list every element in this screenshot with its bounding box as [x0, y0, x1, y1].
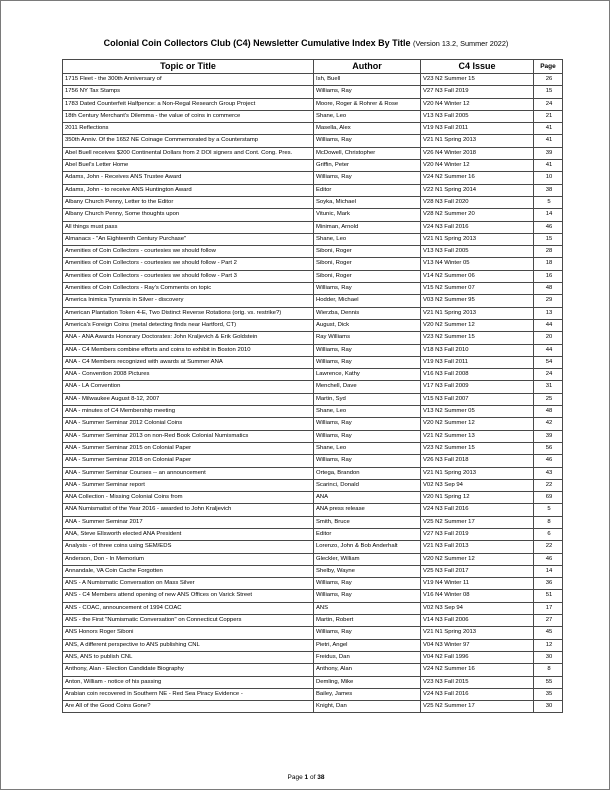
table-row — [63, 307, 563, 319]
cell-page: 25 — [534, 393, 563, 405]
table-row — [63, 651, 563, 663]
cell-author: McDowell, Christopher — [314, 147, 421, 159]
cell-page: 6 — [534, 528, 563, 540]
cell-issue: V26 N3 Fall 2018 — [421, 455, 534, 467]
footer-prefix: Page — [287, 774, 305, 781]
cell-author: Menchell, Dave — [314, 381, 421, 393]
cell-author: Ish, Buell — [314, 74, 421, 86]
cell-author: Soyka, Michael — [314, 196, 421, 208]
cell-page: 22 — [534, 541, 563, 553]
cell-issue: V17 N3 Fall 2009 — [421, 381, 534, 393]
cell-issue: V24 N3 Fall 2016 — [421, 221, 534, 233]
table-row — [63, 676, 563, 688]
cell-issue: V13 N3 Fall 2005 — [421, 246, 534, 258]
cell-author: Williams, Ray — [314, 430, 421, 442]
cell-topic: Amenities of Coin Collectors - courtesies we should follow - Part 3 — [63, 270, 314, 282]
cell-topic: Arabian coin recovered in Southern NE - Red Sea Piracy Evidence - — [63, 688, 314, 700]
table-row — [63, 381, 563, 393]
header-row — [63, 60, 563, 74]
cell-topic: ANA - Summer Seminar Courses -- an announcement — [63, 467, 314, 479]
cell-author: Hodder, Michael — [314, 295, 421, 307]
cell-topic: ANA - Convention 2008 Pictures — [63, 369, 314, 381]
footer-of: of — [308, 774, 318, 781]
cell-issue: V20 N4 Winter 12 — [421, 98, 534, 110]
cell-topic: 1756 NY Tax Stamps — [63, 86, 314, 98]
cell-topic: ANA - ANA Awards Honorary Doctorates: John Kraljevich & Erik Goldstein — [63, 332, 314, 344]
table-row — [63, 319, 563, 331]
table-row — [63, 270, 563, 282]
cell-page: 27 — [534, 615, 563, 627]
index-table — [62, 59, 563, 713]
cell-issue: V18 N3 Fall 2010 — [421, 344, 534, 356]
cell-page: 41 — [534, 123, 563, 135]
cell-page: 35 — [534, 688, 563, 700]
cell-topic: 2011 Reflections — [63, 123, 314, 135]
cell-author: Williams, Ray — [314, 356, 421, 368]
cell-topic: ANA Numismatist of the Year 2016 - awarded to John Kraljevich — [63, 504, 314, 516]
cell-page: 15 — [534, 233, 563, 245]
cell-topic: ANS - A Numismatic Conversation on Mass Silver — [63, 578, 314, 590]
cell-page: 26 — [534, 74, 563, 86]
cell-issue: V19 N3 Fall 2011 — [421, 356, 534, 368]
cell-author: Shane, Leo — [314, 442, 421, 454]
cell-issue: V20 N2 Summer 12 — [421, 418, 534, 430]
cell-author: Martin, Syd — [314, 393, 421, 405]
cell-author: Smith, Bruce — [314, 516, 421, 528]
cell-topic: ANA - LA Convention — [63, 381, 314, 393]
cell-author: Editor — [314, 184, 421, 196]
cell-page: 14 — [534, 209, 563, 221]
cell-issue: V16 N3 Fall 2008 — [421, 369, 534, 381]
table-row — [63, 160, 563, 172]
footer-total-pages: 38 — [317, 774, 325, 781]
cell-topic: America's Foreign Coins (metal detecting finds near Hartford, CT) — [63, 319, 314, 331]
cell-author: ANS — [314, 602, 421, 614]
cell-author: Williams, Ray — [314, 418, 421, 430]
cell-author: Williams, Ray — [314, 86, 421, 98]
cell-author: Siboni, Roger — [314, 246, 421, 258]
cell-author: Williams, Ray — [314, 590, 421, 602]
cell-issue: V25 N2 Summer 17 — [421, 516, 534, 528]
cell-issue: V20 N1 Spring 12 — [421, 492, 534, 504]
table-row — [63, 283, 563, 295]
cell-issue: V03 N2 Summer 95 — [421, 295, 534, 307]
cell-page: 48 — [534, 406, 563, 418]
cell-issue: V16 N4 Winter 08 — [421, 590, 534, 602]
table-row — [63, 258, 563, 270]
cell-author: Lorenzo, John & Bob Anderhalt — [314, 541, 421, 553]
table-row — [63, 504, 563, 516]
cell-issue: V13 N4 Winter 05 — [421, 258, 534, 270]
cell-issue: V23 N2 Summer 15 — [421, 442, 534, 454]
cell-issue: V21 N2 Summer 13 — [421, 430, 534, 442]
cell-issue: V27 N3 Fall 2019 — [421, 528, 534, 540]
cell-issue: V15 N2 Summer 07 — [421, 283, 534, 295]
cell-page: 48 — [534, 283, 563, 295]
cell-issue: V14 N3 Fall 2006 — [421, 615, 534, 627]
cell-topic: 1715 Fleet - the 300th Anniversary of — [63, 74, 314, 86]
cell-page: 38 — [534, 184, 563, 196]
table-row — [63, 98, 563, 110]
cell-issue: V15 N3 Fall 2007 — [421, 393, 534, 405]
cell-page: 8 — [534, 664, 563, 676]
cell-page: 14 — [534, 565, 563, 577]
cell-page: 46 — [534, 221, 563, 233]
table-row — [63, 565, 563, 577]
title-text: Colonial Coin Collectors Club (C4) Newsletter Cumulative Index By Title — [103, 38, 411, 48]
cell-issue: V23 N3 Fall 2015 — [421, 676, 534, 688]
cell-issue: V28 N2 Summer 20 — [421, 209, 534, 221]
table-row — [63, 479, 563, 491]
table-row — [63, 578, 563, 590]
cell-page: 43 — [534, 467, 563, 479]
cell-page: 28 — [534, 246, 563, 258]
cell-author: Shane, Leo — [314, 233, 421, 245]
cell-topic: ANS, ANS to publish CNL — [63, 651, 314, 663]
cell-page: 39 — [534, 147, 563, 159]
table-row — [63, 74, 563, 86]
table-row — [63, 172, 563, 184]
cell-issue: V21 N1 Spring 2013 — [421, 467, 534, 479]
version-text: (Version 13.2, Summer 2022) — [413, 39, 509, 48]
table-row — [63, 393, 563, 405]
table-row — [63, 209, 563, 221]
document-title — [0, 38, 612, 48]
cell-topic: Albany Church Penny, Letter to the Editor — [63, 196, 314, 208]
cell-page: 42 — [534, 418, 563, 430]
cell-topic: Amenities of Coin Collectors - courtesies we should follow — [63, 246, 314, 258]
cell-page: 15 — [534, 86, 563, 98]
cell-topic: Anderson, Don - In Memorium — [63, 553, 314, 565]
cell-topic: 1783 Dated Counterfeit Halfpence: a Non-Regal Research Group Project — [63, 98, 314, 110]
cell-author: Freidus, Dan — [314, 651, 421, 663]
table-row — [63, 233, 563, 245]
table-row — [63, 590, 563, 602]
table-row — [63, 406, 563, 418]
table-row — [63, 369, 563, 381]
table-row — [63, 123, 563, 135]
cell-issue: V28 N3 Fall 2020 — [421, 196, 534, 208]
table-row — [63, 430, 563, 442]
table-row — [63, 332, 563, 344]
cell-issue: V20 N2 Summer 12 — [421, 319, 534, 331]
cell-author: Williams, Ray — [314, 627, 421, 639]
cell-issue: V02 N3 Sep 94 — [421, 602, 534, 614]
table-row — [63, 356, 563, 368]
cell-issue: V25 N3 Fall 2017 — [421, 565, 534, 577]
cell-topic: Annandale, VA Coin Cache Forgotten — [63, 565, 314, 577]
cell-author: Martin, Robert — [314, 615, 421, 627]
cell-topic: Albany Church Penny, Some thoughts upon — [63, 209, 314, 221]
cell-page: 30 — [534, 701, 563, 713]
cell-topic: America Inimica Tyrannis in Silver - discovery — [63, 295, 314, 307]
cell-topic: ANA - C4 Members recognized with awards at Summer ANA — [63, 356, 314, 368]
cell-page: 46 — [534, 553, 563, 565]
table-row — [63, 516, 563, 528]
cell-author: Gleckler, William — [314, 553, 421, 565]
cell-author: Masella, Alex — [314, 123, 421, 135]
cell-author: Williams, Ray — [314, 578, 421, 590]
cell-author: Williams, Ray — [314, 283, 421, 295]
cell-page: 8 — [534, 516, 563, 528]
table-row — [63, 492, 563, 504]
cell-topic: 18th Century Merchant's Dilemma - the value of coins in commerce — [63, 110, 314, 122]
cell-topic: ANA, Steve Ellsworth elected ANA President — [63, 528, 314, 540]
cell-issue: V21 N1 Spring 2013 — [421, 135, 534, 147]
cell-issue: V27 N3 Fall 2019 — [421, 86, 534, 98]
table-row — [63, 701, 563, 713]
cell-topic: ANA - Summer Seminar report — [63, 479, 314, 491]
table-row — [63, 246, 563, 258]
table-row — [63, 627, 563, 639]
cell-author: Knight, Dan — [314, 701, 421, 713]
cell-author: ANA — [314, 492, 421, 504]
cell-author: Editor — [314, 528, 421, 540]
cell-author: August, Dick — [314, 319, 421, 331]
table-row — [63, 688, 563, 700]
table-row — [63, 639, 563, 651]
cell-author: Wierzba, Dennis — [314, 307, 421, 319]
cell-page: 54 — [534, 356, 563, 368]
table-row — [63, 184, 563, 196]
table-row — [63, 86, 563, 98]
cell-page: 44 — [534, 344, 563, 356]
cell-topic: ANS - COAC, announcement of 1994 COAC — [63, 602, 314, 614]
cell-author: Miniman, Arnold — [314, 221, 421, 233]
table-row — [63, 467, 563, 479]
cell-topic: ANA - C4 Members combine efforts and coins to exhibit in Boston 2010 — [63, 344, 314, 356]
cell-issue: V19 N4 Winter 11 — [421, 578, 534, 590]
table-row — [63, 664, 563, 676]
cell-author: Vitunic, Mark — [314, 209, 421, 221]
page-footer — [0, 774, 612, 781]
cell-topic: 350th Anniv. Of the 1652 NE Coinage Commemorated by a Counterstamp — [63, 135, 314, 147]
cell-page: 5 — [534, 196, 563, 208]
cell-page: 13 — [534, 307, 563, 319]
cell-page: 39 — [534, 430, 563, 442]
cell-author: Williams, Ray — [314, 344, 421, 356]
table-row — [63, 110, 563, 122]
cell-topic: Anton, William - notice of his passing — [63, 676, 314, 688]
footer-current-page: 1 — [304, 774, 309, 781]
cell-topic: ANS, A different perspective to ANS publishing CNL — [63, 639, 314, 651]
cell-topic: ANS - the First "Numismatic Conversation" on Connecticut Coppers — [63, 615, 314, 627]
cell-issue: V21 N3 Fall 2013 — [421, 541, 534, 553]
table-row — [63, 602, 563, 614]
cell-author: Shane, Leo — [314, 110, 421, 122]
cell-issue: V20 N2 Summer 12 — [421, 553, 534, 565]
cell-issue: V24 N2 Summer 16 — [421, 664, 534, 676]
cell-issue: V23 N2 Summer 15 — [421, 74, 534, 86]
cell-author: Pietri, Angel — [314, 639, 421, 651]
cell-issue: V13 N2 Summer 05 — [421, 406, 534, 418]
cell-topic: Abel Buel's Letter Home — [63, 160, 314, 172]
cell-page: 5 — [534, 504, 563, 516]
cell-author: Williams, Ray — [314, 172, 421, 184]
cell-author: Anthony, Alan — [314, 664, 421, 676]
cell-author: Lawrence, Kathy — [314, 369, 421, 381]
cell-author: Siboni, Roger — [314, 270, 421, 282]
cell-page: 12 — [534, 639, 563, 651]
cell-page: 10 — [534, 172, 563, 184]
cell-issue: V25 N2 Summer 17 — [421, 701, 534, 713]
table-body — [63, 74, 563, 713]
table-row — [63, 344, 563, 356]
cell-topic: ANA - Summer Seminar 2013 on non-Red Book Colonial Numismatics — [63, 430, 314, 442]
cell-topic: Anthony, Alan - Election Candidate Biography — [63, 664, 314, 676]
cell-topic: Are All of the Good Coins Gone? — [63, 701, 314, 713]
cell-issue: V23 N2 Summer 15 — [421, 332, 534, 344]
cell-topic: Adams, John - to receive ANS Huntington Award — [63, 184, 314, 196]
cell-issue: V14 N2 Summer 06 — [421, 270, 534, 282]
cell-page: 16 — [534, 270, 563, 282]
cell-issue: V20 N4 Winter 12 — [421, 160, 534, 172]
cell-topic: Almanacs - "An Eighteenth Century Purchase" — [63, 233, 314, 245]
cell-author: Scarinci, Donald — [314, 479, 421, 491]
header-topic: Topic or Title — [63, 60, 314, 74]
cell-topic: ANS Honors Roger Siboni — [63, 627, 314, 639]
cell-page: 20 — [534, 332, 563, 344]
cell-topic: Abel Buell receives $200 Continental Dollars from 2 DOI signers and Cont. Cong. Pres. — [63, 147, 314, 159]
cell-page: 17 — [534, 602, 563, 614]
cell-issue: V02 N3 Sep 94 — [421, 479, 534, 491]
cell-issue: V22 N1 Spring 2014 — [421, 184, 534, 196]
cell-page: 56 — [534, 442, 563, 454]
cell-topic: ANA - Summer Seminar 2017 — [63, 516, 314, 528]
cell-author: Siboni, Roger — [314, 258, 421, 270]
cell-page: 41 — [534, 135, 563, 147]
cell-issue: V04 N3 Winter 97 — [421, 639, 534, 651]
table-row — [63, 221, 563, 233]
cell-issue: V13 N3 Fall 2005 — [421, 110, 534, 122]
header-issue: C4 Issue — [421, 60, 534, 74]
cell-topic: Amenities of Coin Collectors - courtesies we should follow - Part 2 — [63, 258, 314, 270]
table-row — [63, 442, 563, 454]
cell-page: 51 — [534, 590, 563, 602]
table-row — [63, 528, 563, 540]
cell-issue: V19 N3 Fall 2011 — [421, 123, 534, 135]
table-row — [63, 147, 563, 159]
cell-author: ANA press release — [314, 504, 421, 516]
cell-author: Griffin, Peter — [314, 160, 421, 172]
cell-page: 45 — [534, 627, 563, 639]
cell-issue: V21 N1 Spring 2013 — [421, 627, 534, 639]
cell-page: 24 — [534, 98, 563, 110]
cell-author: Williams, Ray — [314, 135, 421, 147]
cell-issue: V26 N4 Winter 2018 — [421, 147, 534, 159]
cell-topic: Analysis - of three coins using SEM/EDS — [63, 541, 314, 553]
header-author: Author — [314, 60, 421, 74]
cell-page: 18 — [534, 258, 563, 270]
table-row — [63, 455, 563, 467]
cell-topic: ANA - Summer Seminar 2018 on Colonial Paper — [63, 455, 314, 467]
table-row — [63, 553, 563, 565]
cell-page: 29 — [534, 295, 563, 307]
table-row — [63, 135, 563, 147]
table-row — [63, 196, 563, 208]
cell-author: Demling, Mike — [314, 676, 421, 688]
cell-page: 24 — [534, 369, 563, 381]
cell-page: 22 — [534, 479, 563, 491]
header-page: Page — [534, 60, 563, 74]
cell-issue: V24 N2 Summer 16 — [421, 172, 534, 184]
cell-issue: V21 N1 Spring 2013 — [421, 307, 534, 319]
cell-issue: V21 N1 Spring 2013 — [421, 233, 534, 245]
cell-page: 41 — [534, 160, 563, 172]
cell-topic: ANA - Milwaukee August 8-12, 2007 — [63, 393, 314, 405]
cell-topic: Amenities of Coin Collectors - Ray's Comments on topic — [63, 283, 314, 295]
cell-page: 31 — [534, 381, 563, 393]
cell-author: Moore, Roger & Rohrer & Rose — [314, 98, 421, 110]
table-row — [63, 615, 563, 627]
cell-page: 36 — [534, 578, 563, 590]
cell-issue: V04 N2 Fall 1996 — [421, 651, 534, 663]
cell-page: 46 — [534, 455, 563, 467]
cell-page: 55 — [534, 676, 563, 688]
cell-author: Williams, Ray — [314, 455, 421, 467]
cell-topic: American Plantation Token 4-E, Two Distinct Reverse Rotations (orig. vs. restrike?) — [63, 307, 314, 319]
cell-topic: ANA - Summer Seminar 2015 on Colonial Paper — [63, 442, 314, 454]
cell-topic: ANS - C4 Members attend opening of new ANS Offices on Varick Street — [63, 590, 314, 602]
cell-page: 44 — [534, 319, 563, 331]
table-row — [63, 418, 563, 430]
cell-page: 21 — [534, 110, 563, 122]
cell-topic: ANA Collection - Missing Colonial Coins from — [63, 492, 314, 504]
cell-topic: ANA - Summer Seminar 2012 Colonial Coins — [63, 418, 314, 430]
cell-author: Ortega, Brandon — [314, 467, 421, 479]
cell-author: Shane, Leo — [314, 406, 421, 418]
cell-topic: Adams, John - Receives ANS Trustee Award — [63, 172, 314, 184]
cell-author: Ray Williams — [314, 332, 421, 344]
cell-author: Shelby, Wayne — [314, 565, 421, 577]
cell-issue: V24 N3 Fall 2016 — [421, 688, 534, 700]
cell-issue: V24 N3 Fall 2016 — [421, 504, 534, 516]
table-row — [63, 541, 563, 553]
cell-author: Bailey, James — [314, 688, 421, 700]
cell-page: 69 — [534, 492, 563, 504]
cell-page: 30 — [534, 651, 563, 663]
cell-topic: All things must pass — [63, 221, 314, 233]
table-row — [63, 295, 563, 307]
cell-topic: ANA - minutes of C4 Membership meeting — [63, 406, 314, 418]
